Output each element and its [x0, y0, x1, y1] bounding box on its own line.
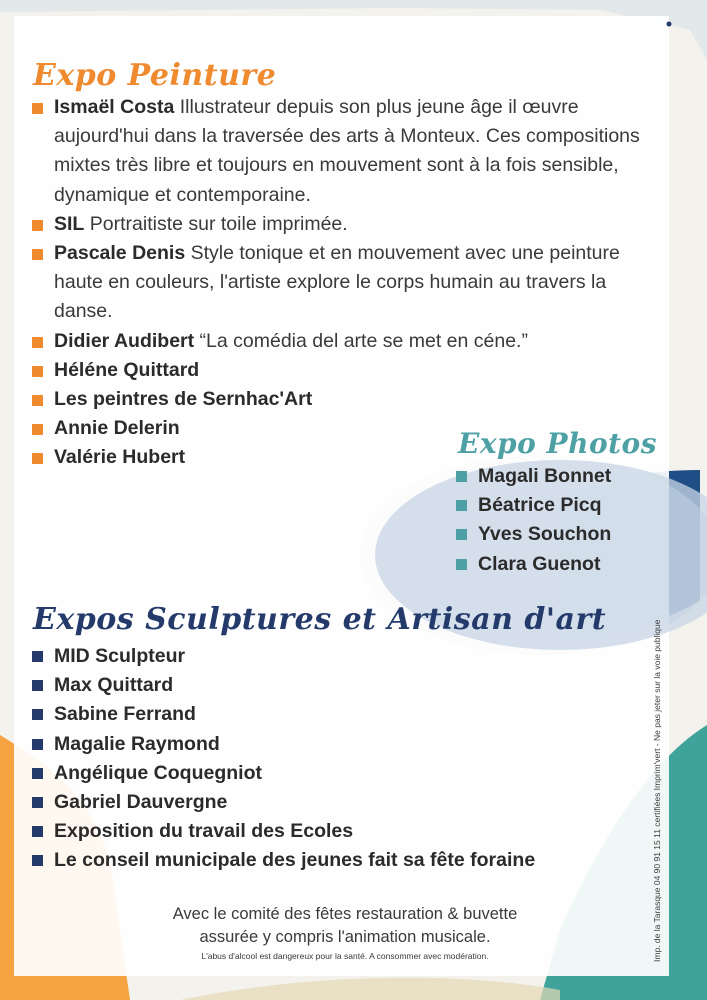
square-bullet-icon [456, 529, 467, 540]
imprint-notice: Imp. de la Tarasque 04 90 91 15 11 certifiées Imprim'vert - Ne pas jeter sur la voie publique [652, 619, 662, 962]
artist-description: “La comédia del arte se met en céne.” [199, 329, 528, 352]
expo-sculptures-list [32, 642, 672, 876]
list-item [32, 642, 672, 671]
list-item [32, 327, 662, 356]
square-bullet-icon [32, 855, 43, 866]
photographer-name: Yves Souchon [478, 523, 612, 546]
artist-name: Héléne Quittard [54, 358, 200, 381]
expo-peinture-list [32, 93, 662, 473]
exhibitor-name: Magalie Raymond [54, 732, 220, 755]
square-bullet-icon [32, 826, 43, 837]
square-bullet-icon [456, 500, 467, 511]
square-bullet-icon [32, 103, 43, 114]
list-item [32, 846, 672, 875]
list-item [32, 356, 662, 385]
artist-description: Style tonique et en mouvement avec une peinture haute en couleurs, l'artiste explore le corps humain au travers la danse. [54, 242, 620, 323]
footer-line-2: assurée y compris l'animation musicale. [199, 928, 491, 946]
exhibitor-name: MID Sculpteur [54, 645, 186, 667]
square-bullet-icon [32, 709, 43, 720]
square-bullet-icon [32, 220, 43, 231]
expo-peinture-title: Expo Peinture [33, 58, 277, 93]
expo-sculptures-title: Expos Sculptures et Artisan d'art [33, 602, 607, 637]
artist-name: Ismaël Costa [54, 96, 175, 118]
expo-photos-list [456, 462, 686, 579]
list-item [456, 491, 686, 520]
square-bullet-icon [32, 768, 43, 779]
list-item [456, 462, 686, 491]
artist-name: Les peintres de Sernhac'Art [54, 388, 313, 411]
expo-photos-title: Expo Photos [458, 427, 657, 460]
list-item [32, 93, 662, 210]
list-item [32, 759, 672, 788]
square-bullet-icon [32, 337, 43, 348]
list-item [32, 210, 662, 239]
artist-description: Illustrateur depuis son plus jeune âge il œuvre aujourd'hui dans la traversée des arts à Monteux. Ces compositions mixtes très libre et toujours en mouvement sont à la fois sensible, dynamique et contemporaine. [54, 96, 640, 206]
list-item [456, 550, 686, 579]
square-bullet-icon [32, 395, 43, 406]
list-item [32, 817, 672, 846]
square-bullet-icon [32, 651, 43, 662]
list-item [32, 671, 672, 700]
exhibitor-name: Le conseil municipale des jeunes fait sa fête foraine [54, 849, 536, 872]
footer-line-1: Avec le comité des fêtes restauration & buvette [172, 905, 518, 923]
exhibitor-name: Max Quittard [54, 674, 174, 697]
square-bullet-icon [32, 797, 43, 808]
artist-name: Didier Audibert [54, 329, 195, 352]
exhibitor-name: Gabriel Dauvergne [54, 791, 228, 814]
list-item [456, 520, 686, 549]
square-bullet-icon [456, 559, 467, 570]
exhibitor-name: Angélique Coquegniot [54, 761, 262, 784]
artist-name: Annie Delerin [54, 417, 180, 440]
list-item [32, 385, 662, 414]
artist-name: Pascale Denis [54, 242, 186, 265]
photographer-name: Béatrice Picq [478, 494, 602, 517]
list-item [32, 730, 672, 759]
exhibitor-name: Exposition du travail des Ecoles [54, 820, 354, 843]
list-item [32, 239, 662, 327]
square-bullet-icon [32, 739, 43, 750]
exhibitor-name: Sabine Ferrand [54, 703, 196, 726]
artist-description: Portraitiste sur toile imprimée. [89, 212, 348, 235]
square-bullet-icon [32, 366, 43, 377]
artist-name: Valérie Hubert [54, 446, 186, 469]
photographer-name: Clara Guenot [478, 552, 601, 575]
square-bullet-icon [32, 249, 43, 260]
list-item [32, 788, 672, 817]
artist-name: SIL [54, 212, 85, 235]
square-bullet-icon [32, 453, 43, 464]
square-bullet-icon [456, 471, 467, 482]
square-bullet-icon [32, 680, 43, 691]
list-item [32, 700, 672, 729]
photographer-name: Magali Bonnet [478, 465, 612, 487]
health-warning: L'abus d'alcool est dangereux pour la santé. A consommer avec modération. [201, 951, 489, 961]
square-bullet-icon [32, 424, 43, 435]
